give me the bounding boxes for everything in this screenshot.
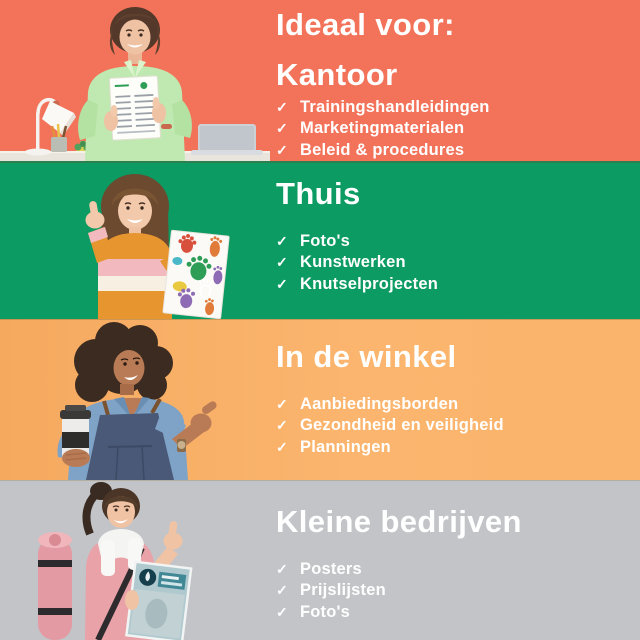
list-item-label: Beleid & procedures: [300, 140, 465, 159]
list-item-label: Aanbiedingsborden: [300, 394, 459, 413]
list-item: [276, 580, 522, 602]
section-title-winkel: In de winkel: [276, 339, 457, 374]
section-title-kleine-bedrijven: Kleine bedrijven: [276, 504, 522, 539]
list-item: [276, 415, 504, 437]
kleine-text-block: [276, 504, 522, 623]
yoga-woman-photo: [0, 480, 270, 640]
section-title-kantoor: Kantoor: [276, 56, 398, 92]
list-item-label: Foto's: [300, 602, 351, 621]
section-winkel: [0, 319, 640, 480]
kleine-checklist: [276, 559, 522, 624]
coffee-cup: [58, 405, 91, 467]
check-icon: ✓: [276, 438, 288, 455]
thuis-text-block: [276, 176, 438, 295]
check-icon: ✓: [276, 141, 288, 158]
list-item: [276, 559, 522, 581]
list-item: [276, 274, 438, 296]
check-icon: ✓: [276, 275, 288, 292]
laminated-sheet: [109, 76, 160, 140]
check-icon: ✓: [276, 582, 288, 599]
list-item-label: Posters: [300, 559, 362, 578]
check-icon: ✓: [276, 98, 288, 115]
thuis-checklist: [276, 231, 438, 296]
list-item-label: Trainingshandleidingen: [300, 97, 490, 116]
list-item: [276, 602, 522, 624]
handprint-artwork: [163, 230, 229, 319]
list-item-label: Knutselprojecten: [300, 274, 438, 293]
desk-lamp: [25, 100, 76, 156]
laptop: [191, 124, 263, 155]
page-title: Ideaal voor:: [276, 7, 455, 42]
list-item-label: Gezondheid en veiligheid: [300, 416, 504, 435]
check-icon: ✓: [276, 603, 288, 620]
section-title-thuis: Thuis: [276, 176, 361, 211]
yoga-mat: [38, 532, 72, 640]
gripping-hand: [125, 590, 139, 610]
list-item-label: Planningen: [300, 437, 391, 456]
check-icon: ✓: [276, 254, 288, 271]
list-item: [276, 252, 438, 274]
list-item-label: Kunstwerken: [300, 253, 406, 272]
list-item-label: Marketingmaterialen: [300, 119, 465, 138]
list-item: [276, 437, 504, 459]
girl-artwork-photo: [0, 161, 270, 319]
kantoor-checklist: [276, 97, 490, 161]
check-icon: ✓: [276, 120, 288, 137]
winkel-text-block: [276, 339, 504, 458]
winkel-checklist: [276, 394, 504, 459]
list-item: [276, 118, 490, 140]
section-thuis: [0, 161, 640, 319]
list-item: [276, 394, 504, 416]
check-icon: ✓: [276, 417, 288, 434]
check-icon: ✓: [276, 232, 288, 249]
section-kantoor: [0, 0, 640, 161]
list-item-label: Foto's: [300, 231, 351, 250]
list-item: [276, 231, 438, 253]
kantoor-text-block: [276, 7, 490, 161]
office-woman-photo: [0, 0, 270, 161]
list-item-label: Prijslijsten: [300, 581, 386, 600]
list-item: [276, 140, 490, 161]
check-icon: ✓: [276, 560, 288, 577]
barista-woman-photo: [0, 319, 270, 480]
list-item: [276, 97, 490, 119]
section-kleine-bedrijven: [0, 480, 640, 640]
check-icon: ✓: [276, 395, 288, 412]
